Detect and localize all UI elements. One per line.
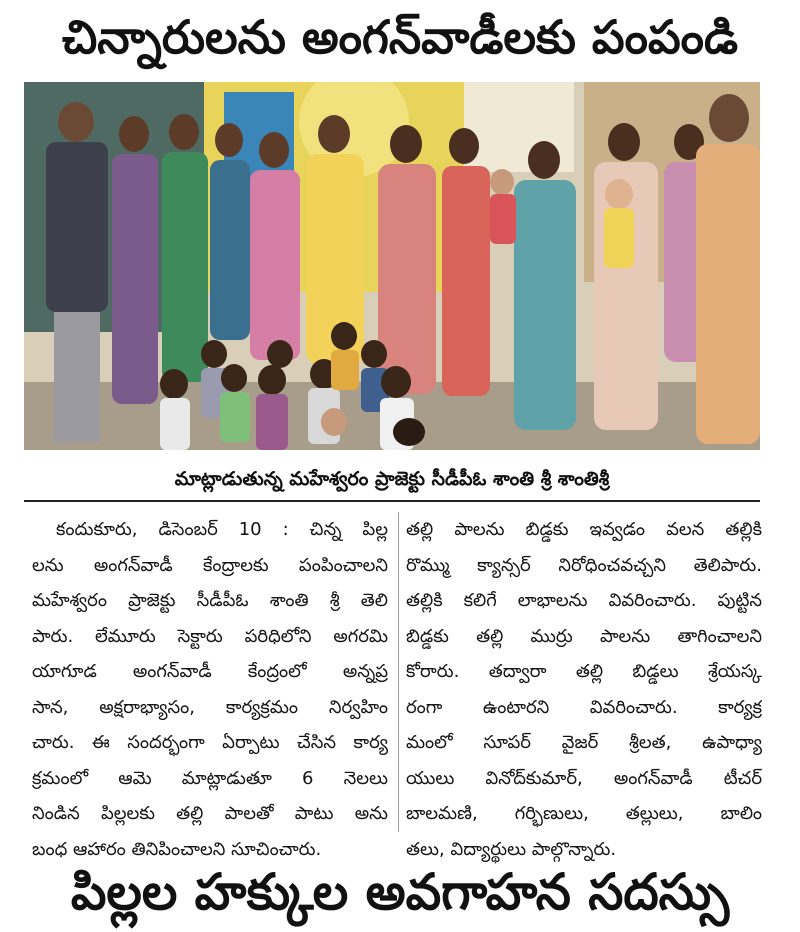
article-line: పారు. లేమూరు సెక్టారు పరిధిలోని అగరమి	[32, 625, 388, 647]
article-line: రంగా ఉంటారని వివరించారు. కార్యక్ర	[406, 696, 762, 718]
article-line: బాలమణి, గర్భిణులు, తల్లులు, బాలిం	[406, 803, 762, 824]
article-line: చారు. ఈ సందర్భంగా ఏర్పాటు చేసిన కార్య	[32, 732, 388, 753]
article-line: యులు వినోద్‌కుమార్, అంగన్‌వాడీ టీచర్	[406, 767, 762, 789]
article-line: యాగూడ అంగన్‌వాడీ కేంద్రంలో అన్నప్ర	[32, 661, 388, 682]
article-line: బిడ్డకు తల్లి ముర్రు పాలను తాగించాలని	[406, 625, 762, 647]
article-line: కోరారు. తద్వారా తల్లి బిడ్డలు శ్రేయస్క	[406, 661, 762, 682]
article-line: తల్లి పాలను బిడ్డకు ఇవ్వడం వలన తల్లికి	[406, 519, 762, 540]
article-line: తలు, విద్యార్థులు పాల్గొన్నారు.	[406, 838, 617, 860]
article-line: సాన, అక్షరాభ్యాసం, కార్యక్రమం నిర్వహిం	[32, 696, 388, 718]
article-line: తల్లికి కలిగే లాభాలను వివరించారు. పుట్టిన	[406, 590, 762, 611]
photo-caption: మాట్లాడుతున్న మహేశ్వరం ప్రాజెక్టు సీడీపీఓ శాంతి శ్రీ శాంతిశ్రీ	[174, 468, 610, 490]
news-photo	[24, 82, 760, 450]
article-line: కందుకూరు, డిసెంబర్ 10 : చిన్న పిల్ల	[56, 519, 388, 540]
article-body	[24, 500, 762, 860]
group-photo-illustration	[24, 82, 760, 450]
article-line: మంలో సూపర్ వైజర్ శ్రీలత, ఉపాధ్యా	[406, 732, 762, 753]
article-line: మహేశ్వరం ప్రాజెక్టు సీడీపీఓ శాంతి శ్రీ తెలి	[32, 590, 388, 611]
article-headline: చిన్నారులను అంగన్‌వాడీలకు పంపండి	[61, 10, 739, 64]
column-divider	[398, 512, 399, 832]
article-line: క్రమంలో ఆమె మాట్లాడుతూ 6 నెలలు	[32, 767, 388, 789]
article-column-left	[32, 512, 388, 867]
article-column-right	[406, 512, 762, 867]
article-line: లను అంగన్‌వాడీ కేంద్రాలకు పంపించాలని	[32, 554, 388, 576]
article-line: బంధ ఆహారం తినిపించాలని సూచించారు.	[32, 838, 322, 860]
article-line: రొమ్ము క్యాన్సర్ నిరోధించవచ్చని తెలిపారు.	[406, 554, 762, 576]
next-article-headline: పిల్లల హక్కుల అవగాహన సదస్సు	[70, 863, 730, 921]
article-line: నిండిన పిల్లలకు తల్లి పాలతో పాటు అను	[32, 803, 388, 824]
